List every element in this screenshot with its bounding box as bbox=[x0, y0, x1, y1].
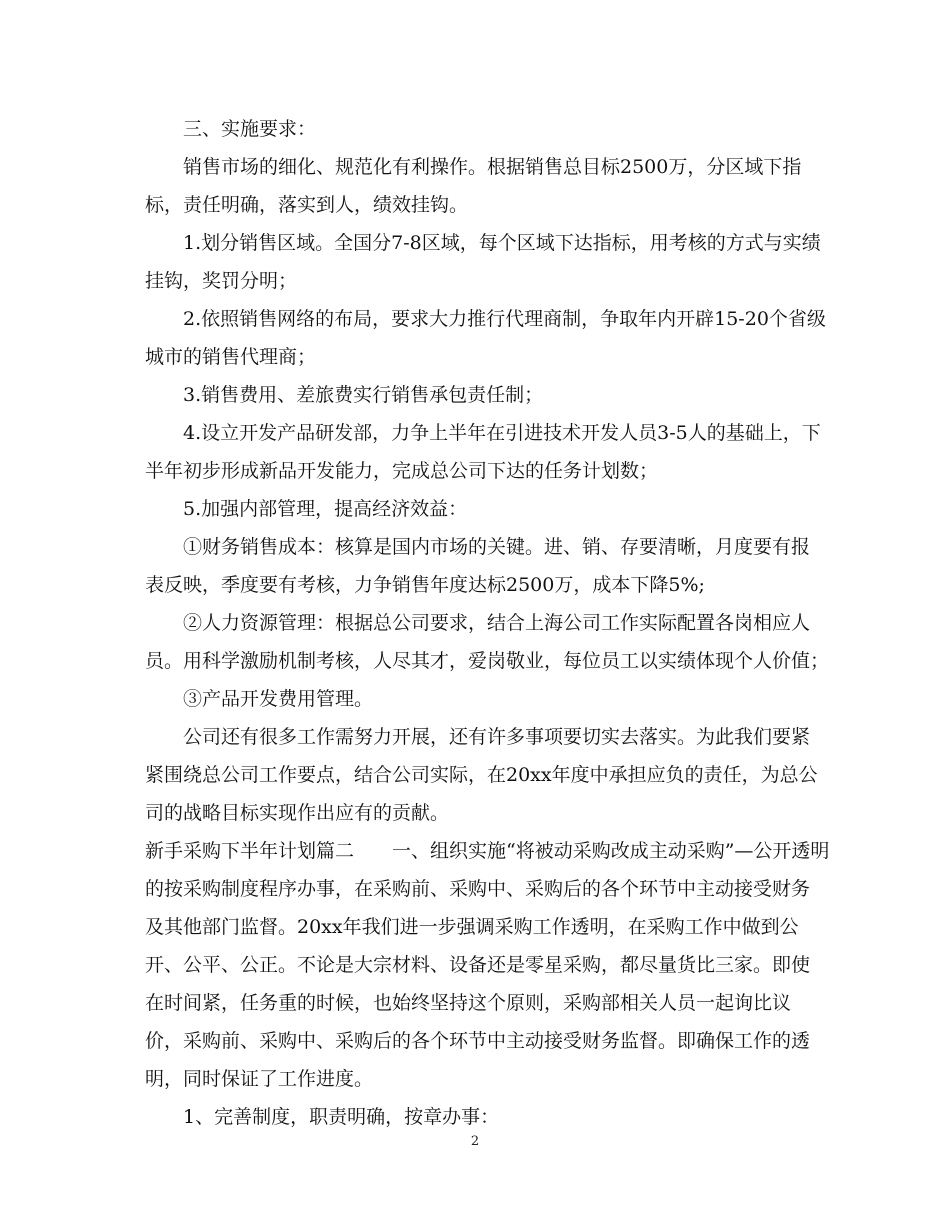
text-line: 新手采购下半年计划篇二 一、组织实施“将被动采购改成主动采购”—公开透明 bbox=[145, 840, 830, 862]
text-line: 表反映，季度要有考核，力争销售年度达标2500万，成本下降5%; bbox=[145, 574, 705, 596]
text-line: ③产品开发费用管理。 bbox=[145, 688, 374, 710]
text-line: ②人力资源管理：根据总公司要求，结合上海公司工作实际配置各岗相应人 bbox=[145, 612, 811, 634]
text-line: 城市的销售代理商； bbox=[145, 346, 317, 368]
text-line: 员。用科学激励机制考核，人尽其才，爱岗敬业，每位员工以实绩体现个人价值； bbox=[145, 650, 830, 672]
text-line: 3.销售费用、差旅费实行销售承包责任制； bbox=[145, 384, 544, 406]
text-line: 半年初步形成新品开发能力，完成总公司下达的任务计划数； bbox=[145, 460, 659, 482]
text-line: 三、实施要求： bbox=[145, 118, 317, 140]
text-line: 及其他部门监督。20xx年我们进一步强调采购工作透明，在采购工作中做到公 bbox=[145, 916, 799, 938]
text-line: 4.设立开发产品研发部，力争上半年在引进技术开发人员3-5人的基础上，下 bbox=[145, 422, 821, 444]
text-line: 开、公平、公正。不论是大宗材料、设备还是零星采购，都尽量货比三家。即使 bbox=[145, 954, 811, 976]
page-number: 2 bbox=[470, 1134, 480, 1149]
text-line: 销售市场的细化、规范化有利操作。根据销售总目标2500万，分区域下指 bbox=[145, 156, 802, 178]
text-line: 挂钩，奖罚分明； bbox=[145, 270, 298, 292]
text-line: ①财务销售成本：核算是国内市场的关键。进、销、存要清晰，月度要有报 bbox=[145, 536, 811, 558]
text-line: 在时间紧，任务重的时候，也始终坚持这个原则，采购部相关人员一起询比议 bbox=[145, 992, 792, 1014]
text-line: 1.划分销售区域。全国分7-8区域，每个区域下达指标，用考核的方式与实绩 bbox=[145, 232, 821, 254]
text-line: 标，责任明确，落实到人，绩效挂钩。 bbox=[145, 194, 469, 216]
text-line: 5.加强内部管理，提高经济效益： bbox=[145, 498, 468, 520]
text-line: 公司还有很多工作需努力开展，还有许多事项要切实去落实。为此我们要紧 bbox=[145, 726, 811, 748]
text-line: 1、完善制度，职责明确，按章办事： bbox=[145, 1106, 500, 1128]
text-line: 明，同时保证了工作进度。 bbox=[145, 1068, 374, 1090]
text-line: 的按采购制度程序办事，在采购前、采购中、采购后的各个环节中主动接受财务 bbox=[145, 878, 811, 900]
text-line: 司的战略目标实现作出应有的贡献。 bbox=[145, 802, 450, 824]
text-line: 价，采购前、采购中、采购后的各个环节中主动接受财务监督。即确保工作的透 bbox=[145, 1030, 811, 1052]
text-line: 2.依照销售网络的布局，要求大力推行代理商制，争取年内开辟15-20个省级 bbox=[145, 308, 826, 330]
text-line: 紧围绕总公司工作要点，结合公司实际，在20xx年度中承担应负的责任，为总公 bbox=[145, 764, 818, 786]
